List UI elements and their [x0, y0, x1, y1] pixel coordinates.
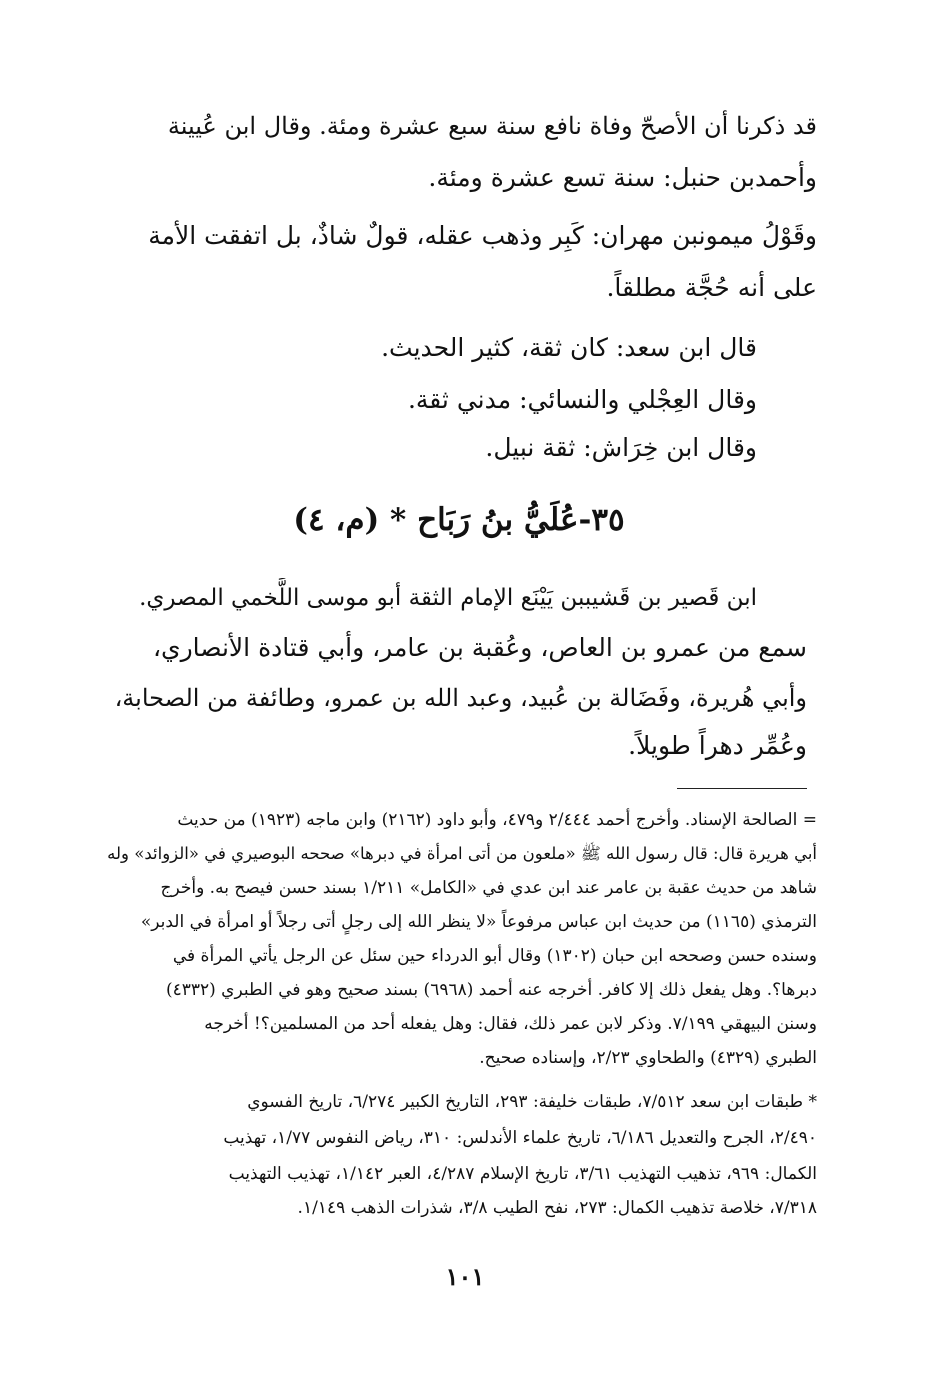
entry-title: ٣٥-عُلَيُّ بنُ رَبَاح * (م، ٤)	[293, 502, 625, 538]
biography-line-1: ابن قَصير بن قَشيببن يَيْنَع الإمام الثقة أبو موسى اللَّخمي المصري.	[139, 585, 757, 611]
paragraph-1-line-2: وأحمدبن حنبل: سنة تسع عشرة ومئة.	[428, 163, 817, 192]
footnote-line-4: الترمذي (١١٦٥) من حديث ابن عباس مرفوعاً «لا ينظر الله إلى رجلٍ أتى رجلاً أو امرأة في الدبر»	[140, 912, 817, 932]
biography-line-2: سمع من عمرو بن العاص، وعُقبة بن عامر، وأبي قتادة الأنصاري،	[152, 633, 807, 662]
footnote-line-1: = الصالحة الإسناد. وأخرج أحمد ٢/٤٤٤ و٤٧٩، وأبو داود (٢١٦٢) وابن ماجه (١٩٢٣) من حديث	[177, 810, 817, 830]
sources-line-4: ٧/٣١٨، خلاصة تذهيب الكمال: ٢٧٣، نفح الطيب ٣/٨، شذرات الذهب ١/١٤٩.	[297, 1198, 817, 1218]
footnote-line-8: الطبري (٤٣٢٩) والطحاوي ٢/٢٣، وإسناده صحيح.	[479, 1048, 817, 1068]
page-number: ١٠١	[445, 1262, 485, 1291]
sources-line-1: * طبقات ابن سعد ٧/٥١٢، طبقات خليفة: ٢٩٣، التاريخ الكبير ٦/٢٧٤، تاريخ الفسوي	[247, 1092, 817, 1112]
saying-ijli-nasai: وقال العِجْلي والنسائي: مدني ثقة.	[407, 385, 757, 414]
saying-ibn-saad: قال ابن سعد: كان ثقة، كثير الحديث.	[381, 333, 757, 362]
paragraph-2-line-1: وقَوْلُ ميمونبن مهران: كَبِر وذهب عقله، قولٌ شاذٌ، بل اتفقت الأمة	[148, 221, 817, 250]
footnote-line-3: شاهد من حديث عقبة بن عامر عند ابن عدي في «الكامل» ١/٢١١ بسند حسن فيصح به. وأخرج	[160, 878, 817, 898]
sources-line-3: الكمال: ٩٦٩، تذهيب التهذيب ٣/٦١، تاريخ الإسلام ٤/٢٨٧، العبر ١/١٤٢، تهذيب التهذيب	[228, 1164, 817, 1184]
biography-line-4: وعُمِّر دهراً طويلاً.	[628, 731, 807, 760]
footnote-separator	[677, 788, 807, 789]
sources-line-2: ٢/٤٩٠، الجرح والتعديل ٦/١٨٦، تاريخ علماء الأندلس: ٣١٠، رياض النفوس ١/٧٧، تهذيب	[223, 1128, 817, 1148]
paragraph-1-line-1: قد ذكرنا أن الأصحّ وفاة نافع سنة سبع عشرة ومئة. وقال ابن عُيينة	[167, 112, 817, 140]
footnote-line-7: وسنن البيهقي ٧/١٩٩. وذكر لابن عمر ذلك، فقال: وهل يفعله أحد من المسلمين؟! أخرجه	[204, 1014, 817, 1034]
footnote-line-2: أبي هريرة قال: قال رسول الله ﷺ «ملعون من أتى امرأة في دبرها» صححه البوصيري في «الزوائد» وله	[107, 844, 817, 863]
biography-line-3: وأبي هُريرة، وفَضَالة بن عُبيد، وعبد الله بن عمرو، وطائفة من الصحابة،	[114, 684, 807, 712]
footnote-line-5: وسنده حسن وصححه ابن حبان (١٣٠٢) وقال أبو الدرداء حين سئل عن الرجل يأتي المرأة في	[172, 946, 817, 966]
paragraph-2-line-2: على أنه حُجَّة مطلقاً.	[606, 273, 817, 302]
saying-ibn-khirash: وقال ابن خِرَاش: ثقة نبيل.	[485, 433, 757, 462]
footnote-line-6: دبرها؟. وهل يفعل ذلك إلا كافر. أخرجه عنه أحمد (٦٩٦٨) بسند صحيح وهو في الطبري (٤٣٣٢)	[165, 980, 817, 1000]
